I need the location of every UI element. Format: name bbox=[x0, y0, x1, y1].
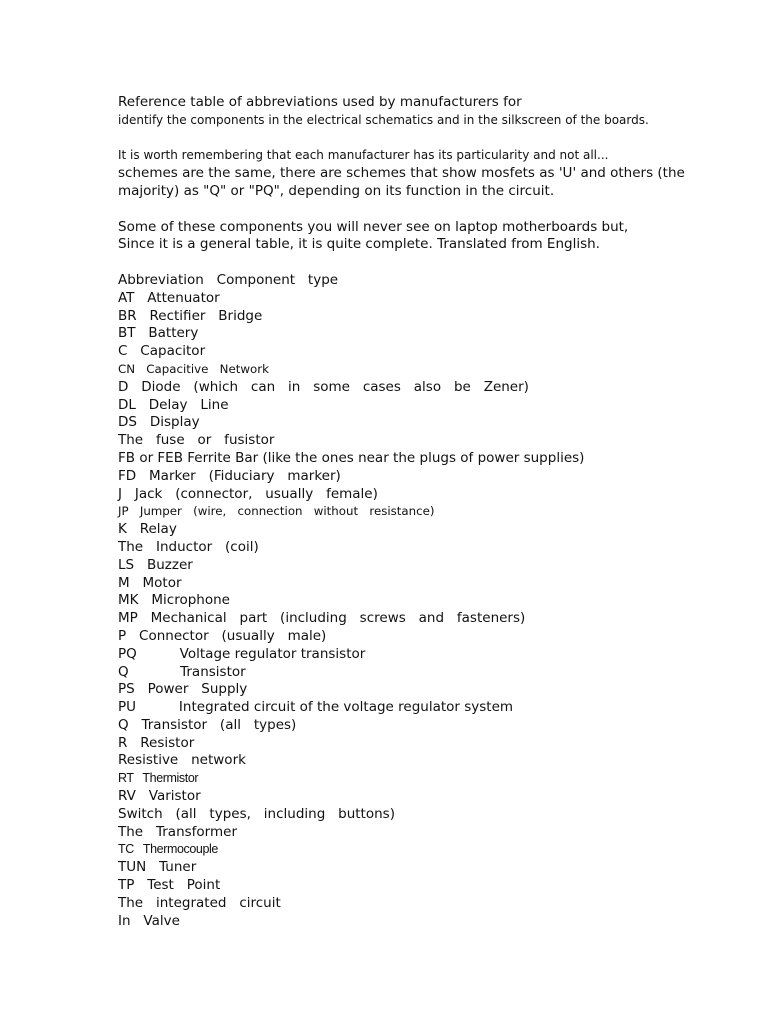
table-row: RT Thermistor bbox=[118, 771, 199, 786]
table-row: Switch (all types, including buttons) bbox=[118, 805, 395, 822]
table-row: TC Thermocouple bbox=[118, 842, 218, 857]
table-row: DL Delay Line bbox=[118, 396, 229, 413]
spacer bbox=[118, 254, 748, 272]
table-row: JP Jumper (wire, connection without resistance) bbox=[118, 504, 435, 519]
table-row: LS Buzzer bbox=[118, 556, 193, 573]
table-row: PS Power Supply bbox=[118, 681, 248, 698]
general-line-1: Some of these components you will never see on laptop motherboards but, bbox=[118, 218, 629, 235]
table-row: MK Microphone bbox=[118, 592, 230, 609]
table-row: M Motor bbox=[118, 574, 182, 591]
table-row: Resistive network bbox=[118, 752, 246, 769]
note-line-1: It is worth remembering that each manufacturer has its particularity and not all... bbox=[118, 148, 609, 163]
table-row: MP Mechanical part (including screws and fasteners) bbox=[118, 610, 526, 627]
table-header: Abbreviation Component type bbox=[118, 271, 339, 288]
table-row: TUN Tuner bbox=[118, 859, 197, 876]
table-row: D Diode (which can in some cases also be Zener) bbox=[118, 378, 529, 395]
table-row: K Relay bbox=[118, 521, 177, 538]
table-row: PQ Voltage regulator transistor bbox=[118, 645, 366, 662]
table-row: R Resistor bbox=[118, 734, 195, 751]
table-row: J Jack (connector, usually female) bbox=[118, 485, 378, 502]
table-row: PU Integrated circuit of the voltage regulator system bbox=[118, 699, 514, 716]
table-row: TP Test Point bbox=[118, 877, 221, 894]
table-row: Q Transistor bbox=[118, 663, 246, 680]
table-row: The Transformer bbox=[118, 823, 237, 840]
table-row: The Inductor (coil) bbox=[118, 538, 259, 555]
table-row: FB or FEB Ferrite Bar (like the ones near the plugs of power supplies) bbox=[118, 449, 585, 466]
intro-line-1: Reference table of abbreviations used by manufacturers for bbox=[118, 94, 522, 110]
table-row: FD Marker (Fiduciary marker) bbox=[118, 467, 341, 484]
table-row: C Capacitor bbox=[118, 343, 206, 360]
spacer bbox=[118, 201, 748, 219]
spacer bbox=[118, 130, 748, 148]
table-row: DS Display bbox=[118, 414, 200, 431]
note-line-3: majority) as "Q" or "PQ", depending on its function in the circuit. bbox=[118, 182, 555, 199]
table-row: The fuse or fusistor bbox=[118, 432, 275, 449]
general-line-2: Since it is a general table, it is quite complete. Translated from English. bbox=[118, 236, 600, 253]
note-line-2: schemes are the same, there are schemes that show mosfets as 'U' and others (the bbox=[118, 165, 685, 182]
table-row: AT Attenuator bbox=[118, 289, 220, 306]
table-row: P Connector (usually male) bbox=[118, 627, 327, 644]
table-row: In Valve bbox=[118, 912, 180, 929]
table-row: RV Varistor bbox=[118, 788, 201, 805]
table-row: Q Transistor (all types) bbox=[118, 716, 297, 733]
intro-line-2: identify the components in the electrical schematics and in the silkscreen of the boards. bbox=[118, 112, 649, 127]
table-row: CN Capacitive Network bbox=[118, 361, 269, 376]
table-row: BR Rectifier Bridge bbox=[118, 307, 263, 324]
document-page bbox=[118, 94, 748, 930]
table-row: The integrated circuit bbox=[118, 894, 281, 911]
table-row: BT Battery bbox=[118, 325, 199, 342]
